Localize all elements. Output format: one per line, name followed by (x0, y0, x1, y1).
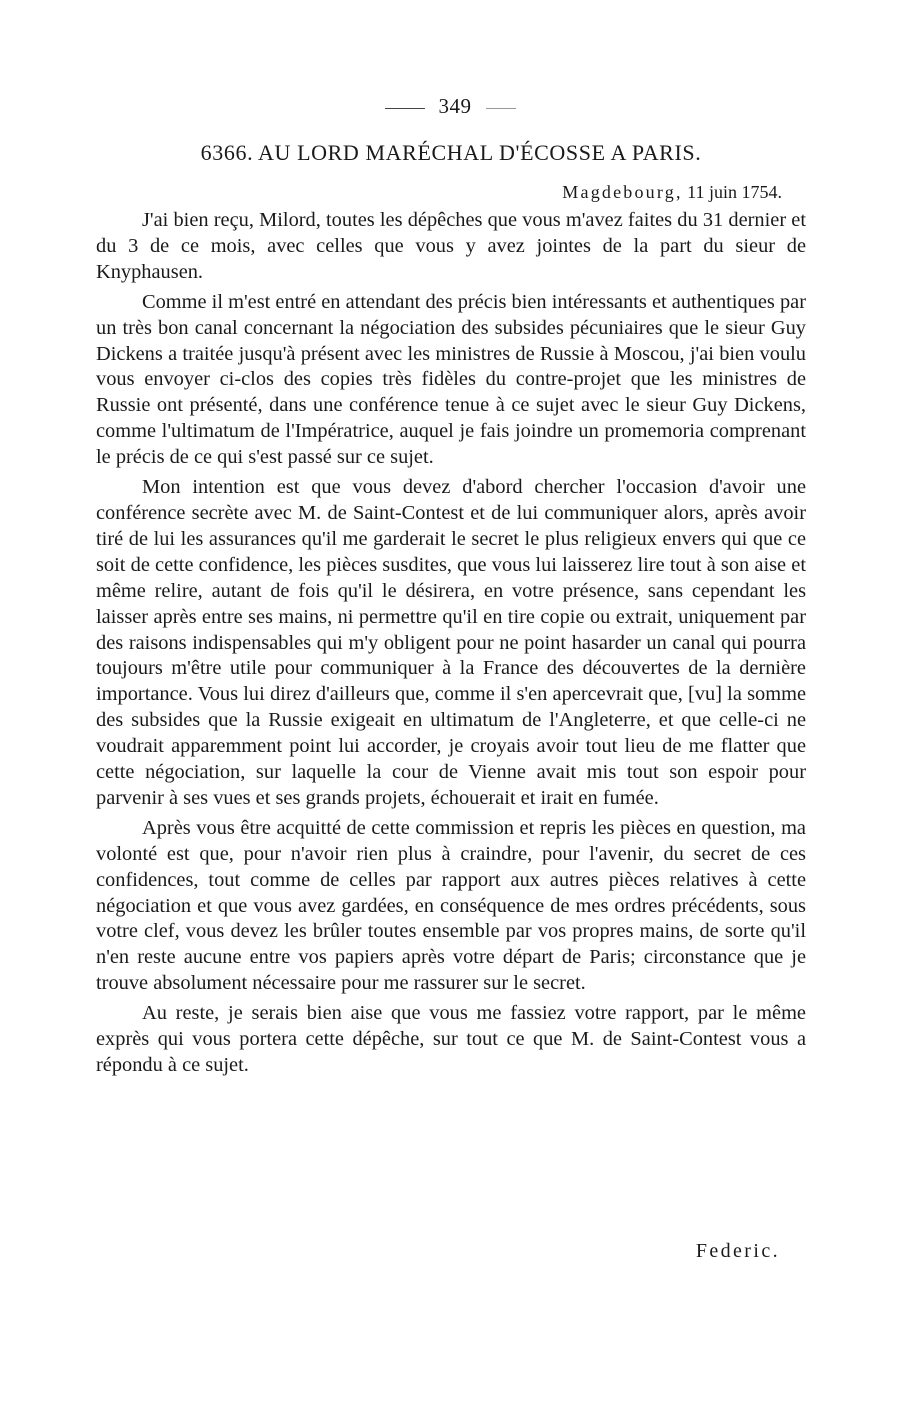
page-header (0, 94, 900, 119)
dateline-date: 11 juin 1754. (687, 182, 782, 202)
header-rule-left (385, 108, 425, 109)
header-rule-right (486, 108, 516, 109)
dateline (562, 182, 782, 203)
letter-body (96, 208, 806, 1079)
paragraph: Mon intention est que vous devez d'abord chercher l'occasion d'avoir une conférence secrète avec M. de Saint-Contest et de lui communiquer alors, après avoir tiré de lui les assurances qu'il me garderait le secret le plus religieux envers qui que ce soit de cette confidence, les pièces susdites, que vous lui laisserez lire tout à son aise et même relire, autant de fois qu'il le désirera, en votre présence, sans cependant les laisser après entre ses mains, ni permettre qu'il en tire copie ou extrait, uniquement par des raisons indispensables qui m'y obligent pour ne point hasarder un canal qui pourra toujours m'être utile pour communiquer à la France des découvertes de la dernière importance. Vous lui direz d'ailleurs que, comme il s'en apercevrait que, [vu] la somme des subsides que la Russie exigeait en ultimatum de l'Angleterre, et que celle-ci ne voudrait apparemment point lui accorder, je croyais avoir tout lieu de me flatter que cette négociation, sur laquelle la cour de Vienne avait mis tout son espoir pour parvenir à ses vues et ses grands projets, échouerait et irait en fumée. (96, 476, 806, 809)
page-number: 349 (438, 94, 472, 118)
signature: Federic. (695, 1240, 780, 1262)
letter-title: 6366. AU LORD MARÉCHAL D'ÉCOSSE A PARIS. (200, 140, 702, 165)
dateline-place: Magdebourg, (562, 182, 683, 202)
paragraph: Après vous être acquitté de cette commission et repris les pièces en question, ma volonté est que, pour n'avoir rien plus à craindre, pour l'avenir, du secret de ces confidences, tout comme de celles par rapport aux autres pièces relatives à cette négociation et que vous avez gardées, en conséquence de mes ordres précédents, sous votre clef, vous devez les brûler toutes ensemble par vos propres mains, de sorte qu'il n'en reste aucune entre vos papiers après votre départ de Paris; circonstance que je trouve absolument nécessaire pour me rassurer sur le secret. (96, 816, 806, 995)
paragraph: Au reste, je serais bien aise que vous me fassiez votre rapport, par le même exprès qui vous portera cette dépêche, sur tout ce que M. de Saint-Contest vous a répondu à ce sujet. (96, 1002, 806, 1076)
paragraph: Comme il m'est entré en attendant des précis bien intéressants et authentiques par un très bon canal concernant la négociation des subsides pécuniaires que le sieur Guy Dickens a traitée jusqu'à présent avec les ministres de Russie à Moscou, j'ai bien voulu vous envoyer ci-clos des copies très fidèles du contre-projet que les ministres de Russie ont présenté, dans une conférence tenue à ce sujet avec le sieur Guy Dickens, comme l'ultimatum de l'Impératrice, auquel je fais joindre un promemoria comprenant le précis de ce qui s'est passé sur ce sujet. (96, 290, 806, 469)
paragraph: J'ai bien reçu, Milord, toutes les dépêches que vous m'avez faites du 31 dernier et du 3 de ce mois, avec celles que vous y avez jointes de la part du sieur de Knyphausen. (96, 209, 806, 283)
